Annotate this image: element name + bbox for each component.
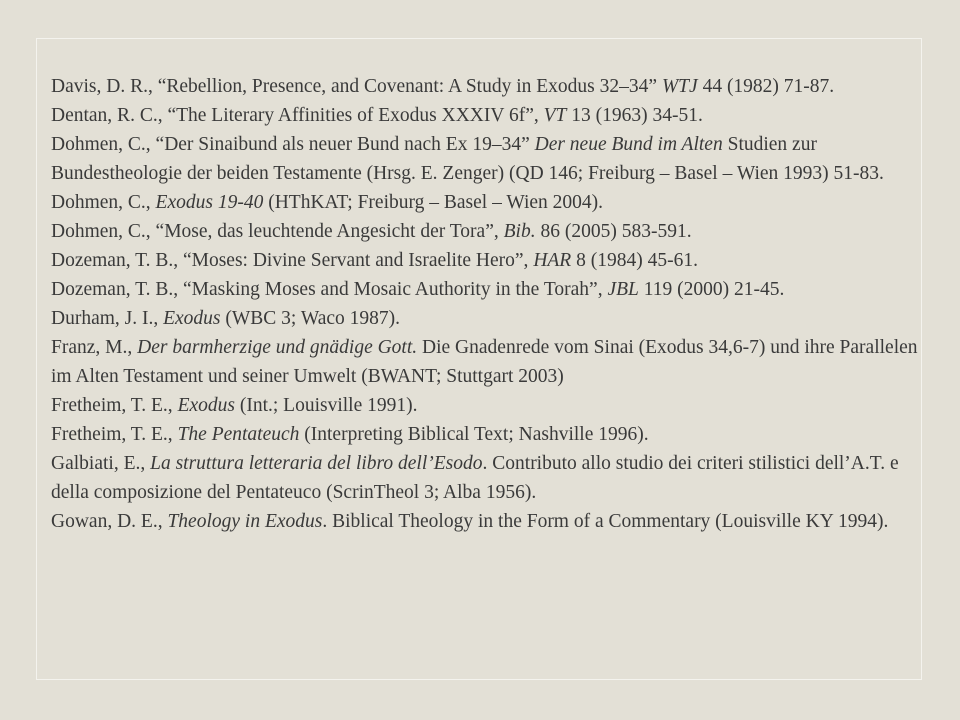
bibliography-entry bbox=[51, 507, 921, 536]
entry-text: Dohmen, C., “Mose, das leuchtende Angesicht der Tora”, bbox=[51, 221, 504, 242]
entry-text: Dozeman, T. B., “Moses: Divine Servant and Israelite Hero”, bbox=[51, 250, 534, 271]
bibliography-entry bbox=[51, 101, 921, 130]
entry-text: Dentan, R. C., “The Literary Affinities of Exodus XXXIV 6f”, bbox=[51, 105, 544, 126]
entry-text: Die Gnadenrede vom Sinai (Exodus 34,6-7) und ihre Parallelen im Alten Testament und seiner Umwelt (BWANT; Stuttgart 2003) bbox=[51, 337, 918, 387]
bibliography-entry bbox=[51, 304, 921, 333]
entry-title-italic: La struttura letteraria del libro dell’Esodo bbox=[150, 453, 483, 474]
entry-title-italic: Bib. bbox=[503, 221, 536, 242]
bibliography-entry bbox=[51, 449, 921, 507]
bibliography-entry bbox=[51, 333, 921, 391]
entry-text: (HThKAT; Freiburg – Basel – Wien 2004). bbox=[263, 192, 604, 213]
entry-text: . Contributo allo studio dei criteri stilistici dell’A.T. e della composizione del Pentateuco (ScrinTheol 3; Alba 1956). bbox=[51, 453, 899, 503]
bibliography-entry bbox=[51, 130, 921, 188]
bibliography-entry bbox=[51, 391, 921, 420]
entry-title-italic: Der neue Bund im Alten bbox=[534, 134, 723, 155]
bibliography-entry bbox=[51, 420, 921, 449]
entry-text: (Interpreting Biblical Text; Nashville 1996). bbox=[299, 424, 649, 445]
entry-text: Dohmen, C., bbox=[51, 192, 156, 213]
entry-text: Galbiati, E., bbox=[51, 453, 151, 474]
entry-title-italic: The Pentateuch bbox=[177, 424, 300, 445]
bibliography-entry bbox=[51, 72, 921, 101]
bibliography-entry bbox=[51, 275, 921, 304]
entry-text: 86 (2005) 583-591. bbox=[535, 221, 692, 242]
entry-text: 13 (1963) 34-51. bbox=[566, 105, 703, 126]
entry-title-italic: JBL bbox=[607, 279, 639, 300]
entry-text: (WBC 3; Waco 1987). bbox=[220, 308, 401, 329]
entry-text: Dozeman, T. B., “Masking Moses and Mosaic Authority in the Torah”, bbox=[51, 279, 608, 300]
entry-text: 8 (1984) 45-61. bbox=[571, 250, 698, 271]
entry-title-italic: Exodus 19-40 bbox=[155, 192, 264, 213]
bibliography-entry bbox=[51, 217, 921, 246]
bibliography-entry bbox=[51, 246, 921, 275]
entry-title-italic: WTJ bbox=[661, 76, 698, 97]
entry-text: 44 (1982) 71-87. bbox=[697, 76, 835, 97]
entry-text: (Int.; Louisville 1991). bbox=[234, 395, 418, 416]
entry-text: Durham, J. I., bbox=[51, 308, 164, 329]
entry-title-italic: Exodus bbox=[163, 308, 221, 329]
entry-text: Fretheim, T. E., bbox=[51, 424, 178, 445]
entry-title-italic: Der barmherzige und gnädige Gott. bbox=[137, 337, 418, 358]
entry-text: Dohmen, C., “Der Sinaibund als neuer Bund nach Ex 19–34” bbox=[51, 134, 535, 155]
entry-title-italic: HAR bbox=[533, 250, 572, 271]
bibliography-list bbox=[51, 72, 921, 536]
entry-title-italic: Exodus bbox=[177, 395, 235, 416]
entry-text: 119 (2000) 21-45. bbox=[638, 279, 785, 300]
entry-text: Franz, M., bbox=[51, 337, 138, 358]
entry-title-italic: VT bbox=[543, 105, 567, 126]
entry-text: Davis, D. R., “Rebellion, Presence, and Covenant: A Study in Exodus 32–34” bbox=[51, 76, 662, 97]
entry-title-italic: Theology in Exodus bbox=[167, 511, 323, 532]
entry-text: . Biblical Theology in the Form of a Commentary (Louisville KY 1994). bbox=[322, 511, 889, 532]
entry-text: Studien zur Bundestheologie der beiden Testamente (Hrsg. E. Zenger) (QD 146; Freiburg – Basel – Wien 1993) 51-83. bbox=[51, 134, 884, 184]
entry-text: Gowan, D. E., bbox=[51, 511, 168, 532]
entry-text: Fretheim, T. E., bbox=[51, 395, 178, 416]
bibliography-entry bbox=[51, 188, 921, 217]
